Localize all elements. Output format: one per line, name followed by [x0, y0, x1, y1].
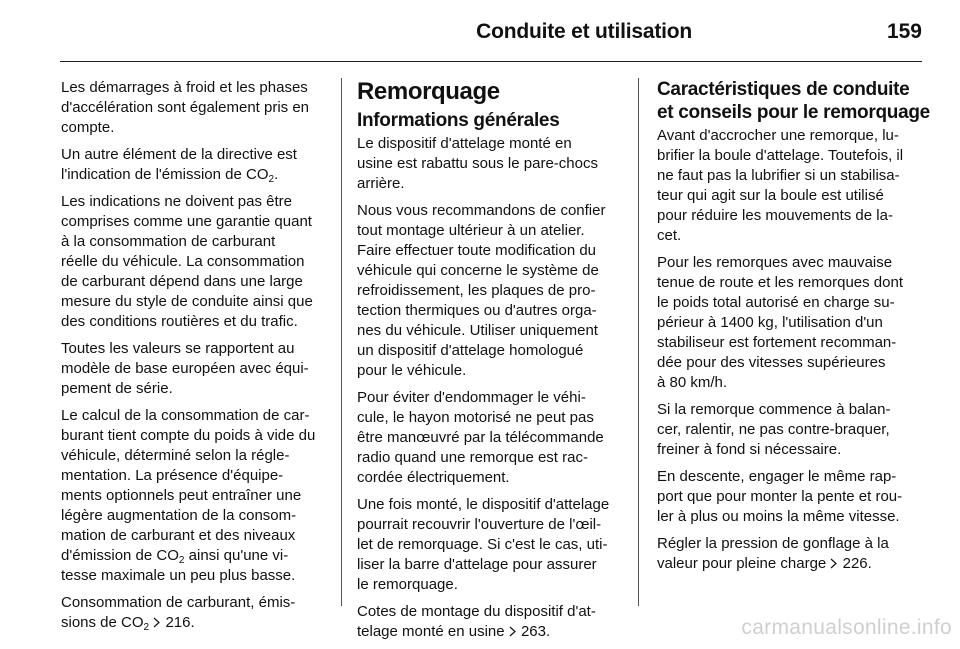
text-line: Consommation de carburant, émis- — [61, 594, 296, 611]
text-line: pourrait recouvrir l'ouverture de l'œil- — [357, 516, 602, 533]
text-line: Faire effectuer toute modification du — [357, 242, 597, 259]
text-line: le poids total autorisé en charge su- — [657, 294, 895, 311]
text-line: Cotes de montage du dispositif d'at- — [357, 603, 596, 620]
text-line — [61, 613, 329, 633]
paragraph — [657, 126, 927, 246]
column-1 — [61, 78, 329, 640]
paragraph — [657, 400, 927, 460]
heading-line: Caractéristiques de conduite — [657, 79, 910, 100]
column-2 — [357, 78, 627, 649]
text-line — [61, 165, 329, 185]
subscript: 2 — [143, 622, 150, 633]
paragraph — [61, 192, 329, 332]
paragraph — [357, 134, 627, 194]
text-line: Pour éviter d'endommager le véhi- — [357, 389, 586, 406]
text-line: mation de carburant et des niveaux — [61, 527, 296, 544]
subsection-heading — [657, 78, 930, 124]
page-reference[interactable]: 263. — [520, 623, 551, 640]
text-line: tection thermiques ou d'autres orga- — [357, 302, 597, 319]
text-line: mentation. La présence d'équipe- — [61, 467, 284, 484]
text: l'indication de l'émission de CO — [61, 166, 269, 183]
text-line: port que pour monter la pente et rou- — [657, 488, 903, 505]
subscript: 2 — [268, 174, 275, 185]
page-reference-arrow-icon — [153, 613, 161, 633]
text: d'émission de CO — [61, 547, 179, 564]
text-line — [61, 546, 329, 566]
page-reference-arrow-icon — [509, 622, 517, 642]
text-line: Si la remorque commence à balan- — [657, 401, 891, 418]
text: telage monté en usine — [357, 623, 505, 640]
text-line: tesse maximale un peu plus basse. — [61, 567, 296, 584]
paragraph — [657, 467, 927, 527]
text-line: ler à plus ou moins la même vitesse. — [657, 508, 900, 525]
text-line: cordée électriquement. — [357, 469, 510, 486]
text-line: Les indications ne doivent pas être — [61, 193, 292, 210]
text-line: de carburant dépend dans une large — [61, 273, 303, 290]
paragraph — [357, 388, 627, 488]
text-line — [657, 554, 927, 574]
text-line: refroidissement, les plaques de pro- — [357, 282, 596, 299]
text-line: pement de série. — [61, 380, 173, 397]
text-line: Un autre élément de la directive est — [61, 146, 297, 163]
page-number: 159 — [886, 20, 922, 43]
text-line: réelle du véhicule. La consommation — [61, 253, 305, 270]
text-line: le remorquage. — [357, 576, 458, 593]
paragraph — [61, 78, 329, 138]
text-line: Les démarrages à froid et les phases — [61, 79, 308, 96]
text-line: Avant d'accrocher une remorque, lu- — [657, 127, 899, 144]
paragraph — [61, 593, 329, 633]
text-line: un dispositif d'attelage homologué — [357, 342, 584, 359]
text-line: à 80 km/h. — [657, 374, 728, 391]
paragraph — [61, 406, 329, 586]
text-line: Une fois monté, le dispositif d'attelage — [357, 496, 610, 513]
text: ainsi qu'une vi- — [184, 547, 289, 564]
text-line: ments optionnels peut entraîner une — [61, 487, 302, 504]
heading-line: et conseils pour le remorquage — [657, 102, 930, 123]
text-line: stabiliseur est fortement recomman- — [657, 334, 897, 351]
text-line: liser la barre d'attelage pour assurer — [357, 556, 597, 573]
text-line: pour réduire les mouvements de la- — [657, 207, 893, 224]
text-line: modèle de base européen avec équi- — [61, 360, 309, 377]
text-line: cer, ralentir, ne pas contre-braquer, — [657, 421, 890, 438]
text-line: dée pour des vitesses supérieures — [657, 354, 886, 371]
paragraph — [357, 602, 627, 642]
text-line: teur qui agit sur la boule est utilisé — [657, 187, 884, 204]
text-line: cule, le hayon motorisé ne peut pas — [357, 409, 594, 426]
text-line: comprises comme une garantie quant — [61, 213, 312, 230]
subscript: 2 — [178, 555, 185, 566]
text-line: radio quand une remorque est rac- — [357, 449, 588, 466]
page-reference[interactable]: 226. — [842, 555, 872, 572]
subsection-heading: Informations générales — [357, 110, 560, 131]
column-divider-1 — [341, 78, 342, 606]
text-line: ne faut pas la lubrifier si un stabilisa- — [657, 167, 900, 184]
header-divider — [60, 61, 922, 62]
text-line: pour le véhicule. — [357, 362, 467, 379]
page-reference-arrow-icon — [830, 554, 838, 574]
text-line: d'accélération sont également pris en — [61, 99, 310, 116]
text-line: Pour les remorques avec mauvaise — [657, 254, 893, 271]
text: . — [274, 166, 279, 183]
paragraph — [357, 201, 627, 381]
text-line: tout montage ultérieur à un atelier. — [357, 222, 585, 239]
column-3 — [657, 78, 930, 581]
text-line: véhicule qui concerne le système de — [357, 262, 599, 279]
text-line: légère augmentation de la consom- — [61, 507, 297, 524]
text-line: mesure du style de conduite ainsi que — [61, 293, 313, 310]
text-line: brifier la boule d'attelage. Toutefois, il — [657, 147, 904, 164]
text-line: freiner à fond si nécessaire. — [657, 441, 842, 458]
text-line: Le calcul de la consommation de car- — [61, 407, 310, 424]
text-line: tenue de route et les remorques dont — [657, 274, 903, 291]
text-line: des conditions routières et du trafic. — [61, 313, 298, 330]
text-line: à la consommation de carburant — [61, 233, 276, 250]
text-line: nes du véhicule. Utiliser uniquement — [357, 322, 598, 339]
column-divider-2 — [638, 78, 639, 606]
text-line: Nous vous recommandons de confier — [357, 202, 606, 219]
text-line: être manœuvré par la télécommande — [357, 429, 604, 446]
text-line: En descente, engager le même rap- — [657, 468, 897, 485]
text-line: Le dispositif d'attelage monté en — [357, 135, 572, 152]
text-line: usine est rabattu sous le pare-chocs — [357, 155, 598, 172]
text-line — [357, 622, 627, 642]
paragraph — [357, 495, 627, 595]
text-line: let de remorquage. Si c'est le cas, uti- — [357, 536, 608, 553]
text: sions de CO — [61, 614, 144, 631]
text-line: arrière. — [357, 175, 405, 192]
paragraph — [657, 253, 927, 393]
text-line: Toutes les valeurs se rapportent au — [61, 340, 295, 357]
text-line: compte. — [61, 119, 115, 136]
text-line: Régler la pression de gonflage à la — [657, 535, 889, 552]
text-line: véhicule, déterminé selon la régle- — [61, 447, 290, 464]
watermark: carmanualsonline.info — [741, 616, 952, 639]
text-line: burant tient compte du poids à vide du — [61, 427, 316, 444]
page-reference[interactable]: 216. — [165, 614, 195, 631]
text-line: périeur à 1400 kg, l'utilisation d'un — [657, 314, 883, 331]
paragraph — [61, 145, 329, 185]
section-heading: Remorquage — [357, 78, 500, 105]
text: valeur pour pleine charge — [657, 555, 827, 572]
text-line: cet. — [657, 227, 682, 244]
paragraph — [61, 339, 329, 399]
paragraph — [657, 534, 927, 574]
page-title: Conduite et utilisation — [476, 20, 692, 43]
